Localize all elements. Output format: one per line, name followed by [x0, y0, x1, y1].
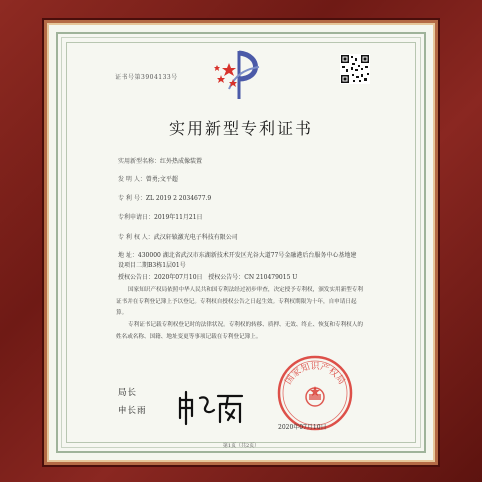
field-inventor: 发 明 人：曾勇;文平超 [118, 176, 178, 183]
svg-text:国家知识产权局: 国家知识产权局 [283, 362, 347, 387]
field-utility-model-name: 实用新型名称：红外热成像装置 [118, 158, 203, 165]
field-grant-date: 授权公告日：2020年07月10日 授权公告号：CN 210479015 U [118, 274, 298, 281]
director-name: 申长雨 [118, 406, 147, 416]
handwritten-signature [176, 388, 246, 428]
certificate-number: 证书号第3904133号 [115, 74, 178, 81]
field-address: 地 址：430000 湖北省武汉市东湖新技术开发区光谷大道77号金融港后台服务中心基地建设项目二期B3栋1层01号 [118, 252, 357, 269]
certificate-title: 实用新型专利证书 [168, 119, 313, 138]
certificate-paragraph-2: 专利证书记载专利权登记时的法律状况。专利权的转移、质押、无效、终止、恢复和专利权人的姓名或名称、国籍、地址变更等事项记载在专利登记簿上。 [116, 322, 363, 340]
certificate-paragraph-1: 国家知识产权局依照中华人民共和国专利法经过初步审查，决定授予专利权，颁发实用新型专利证书并在专利登记簿上予以登记。专利权自授权公告之日起生效。专利权期限为十年，自申请日起算。 [116, 287, 363, 316]
official-seal [275, 353, 355, 433]
director-title: 局长 [118, 388, 138, 398]
field-patentee: 专 利 权 人：武汉轩辕激光电子科技有限公司 [118, 234, 238, 241]
field-patent-number: 专 利 号：ZL 2019 2 2034677.9 [118, 195, 212, 202]
page-indicator: 第1页（共2页） [222, 443, 260, 449]
qr-code-icon [340, 54, 370, 84]
patent-office-emblem-icon [209, 45, 269, 105]
seal-date: 2020年07月10日 [278, 424, 327, 431]
field-application-date: 专利申请日：2019年11月21日 [118, 214, 203, 221]
